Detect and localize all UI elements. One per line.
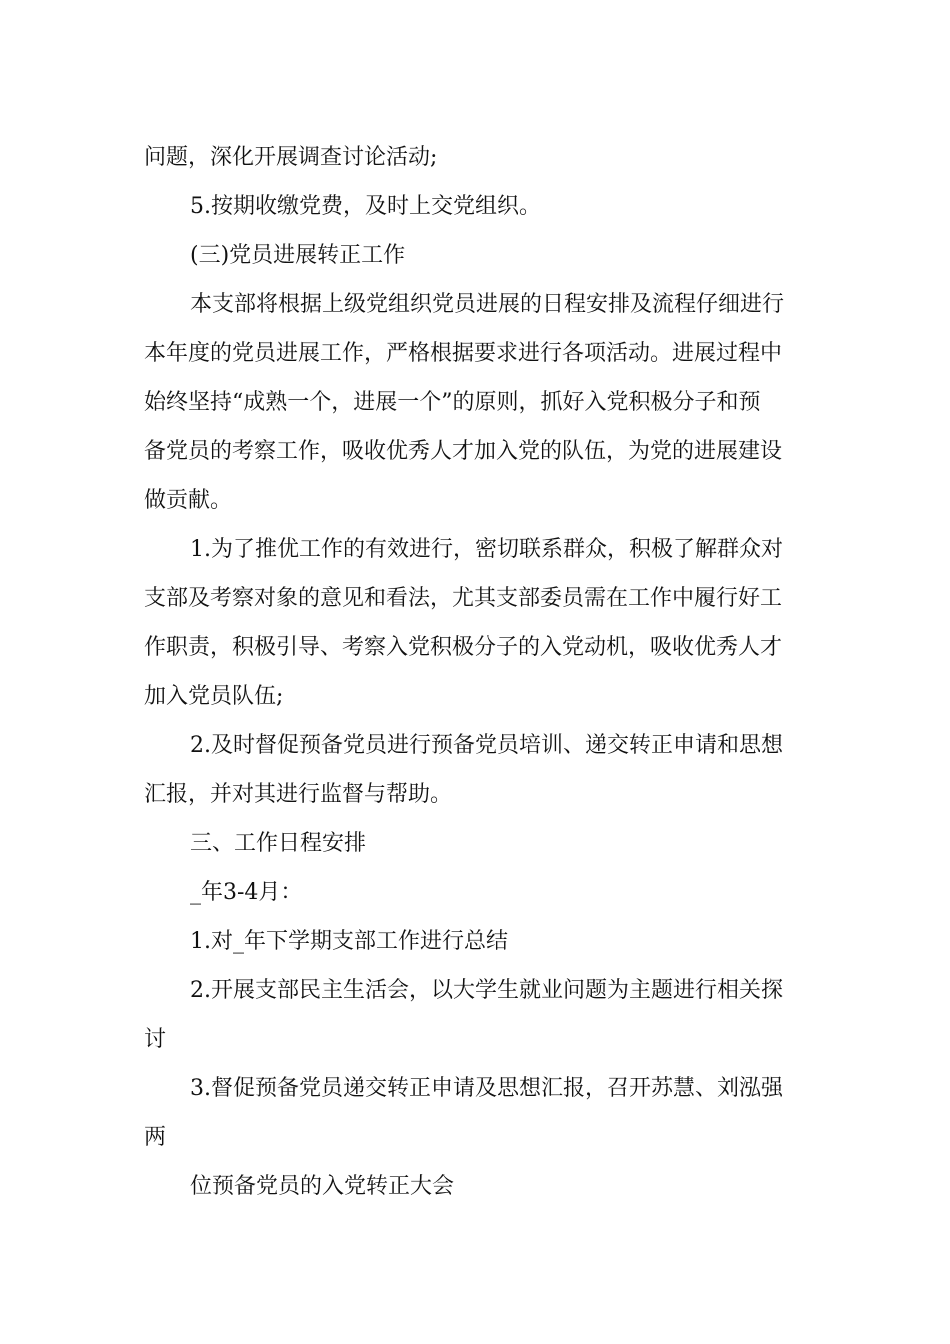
text-line: 支部及考察对象的意见和看法，尤其支部委员需在工作中履行好工 — [144, 586, 783, 611]
text-line: 问题，深化开展调查讨论活动; — [144, 145, 438, 170]
text-line: 加入党员队伍; — [144, 684, 284, 709]
text-line: 3.督促预备党员递交转正申请及思想汇报，召开苏慧、刘泓强 — [190, 1076, 783, 1101]
text-line: 备党员的考察工作，吸收优秀人才加入党的队伍，为党的进展建设 — [144, 439, 783, 464]
text-line: 1.为了推优工作的有效进行，密切联系群众，积极了解群众对 — [190, 537, 783, 562]
text-line: 两 — [144, 1125, 167, 1150]
text-line: 1.对_年下学期支部工作进行总结 — [190, 929, 508, 954]
text-line: (三)党员进展转正工作 — [190, 243, 406, 268]
text-line: 位预备党员的入党转正大会 — [190, 1174, 455, 1199]
section-heading: 三、工作日程安排 — [190, 831, 367, 856]
text-line: 本支部将根据上级党组织党员进展的日程安排及流程仔细进行 — [190, 292, 785, 317]
text-line: 5.按期收缴党费，及时上交党组织。 — [190, 194, 541, 219]
text-line: 2.开展支部民主生活会，以大学生就业问题为主题进行相关探 — [190, 978, 783, 1003]
text-line: 始终坚持“成熟一个，进展一个”的原则，抓好入党积极分子和预 — [144, 390, 761, 415]
text-line: 2.及时督促预备党员进行预备党员培训、递交转正申请和思想 — [190, 733, 783, 758]
text-line: _年3-4月： — [190, 880, 303, 905]
document-body — [144, 133, 809, 1211]
text-line: 汇报，并对其进行监督与帮助。 — [144, 782, 453, 807]
text-line: 作职责，积极引导、考察入党积极分子的入党动机，吸收优秀人才 — [144, 635, 783, 660]
text-line: 本年度的党员进展工作，严格根据要求进行各项活动。进展过程中 — [144, 341, 783, 366]
text-line: 讨 — [144, 1027, 167, 1052]
text-line: 做贡献。 — [144, 488, 233, 513]
